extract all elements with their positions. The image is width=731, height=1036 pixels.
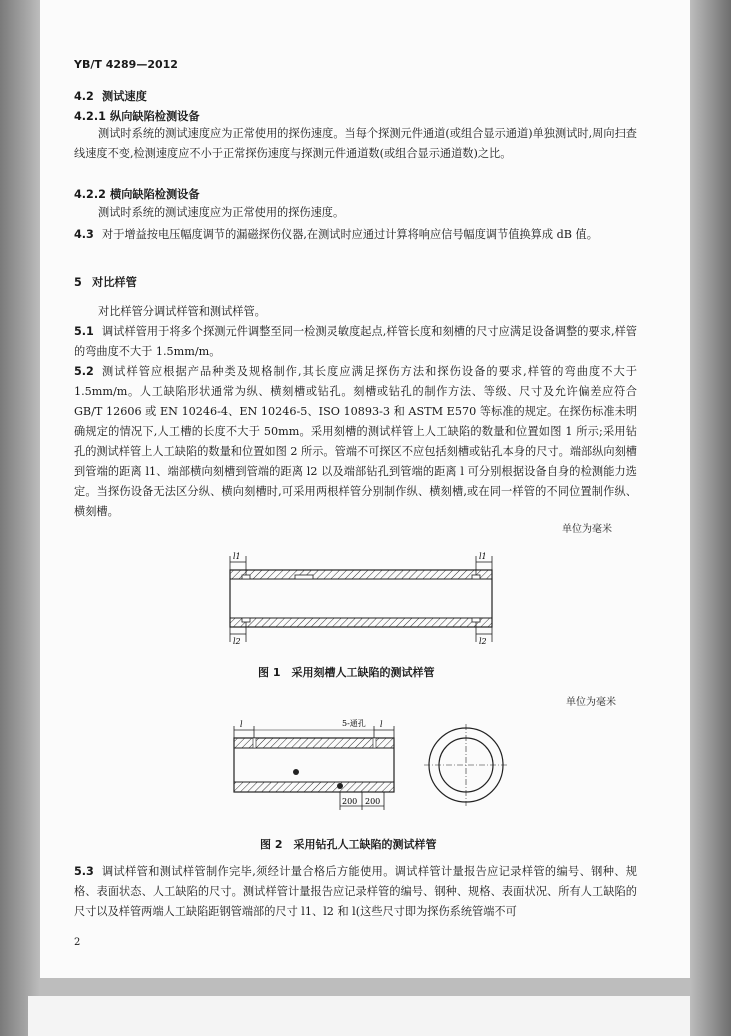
section-4-2-1-number: 4.2.1 <box>74 110 106 123</box>
dimension-200-first: 200 <box>342 797 358 806</box>
section-4-3-text: 对于增益按电压幅度调节的漏磁探伤仪器,在测试时应通过计算将响应信号幅度调节值换算成 dB 值。 <box>102 228 598 241</box>
section-5-1-text: 调试样管用于将多个探测元件调整至同一检测灵敏度起点,样管长度和刻槽的尺寸应满足设备调整的要求,样管的弯曲度不大于 1.5mm/m。 <box>74 325 637 358</box>
dimension-l-right: l <box>380 720 383 729</box>
notch-longitudinal <box>295 575 313 579</box>
figure-2-diagram <box>226 714 516 814</box>
section-4-2-1-title: 纵向缺陷检测设备 <box>110 110 200 123</box>
section-5-3-text: 调试样管和测试样管制作完毕,须经计量合格后方能使用。调试样管计量报告应记录样管的编号、钢种、规格、表面状态、人工缺陷的尺寸。测试样管计量报告应记录样管的编号、钢种、规格、表面状况、所有人工缺陷的尺寸以及样管两端人工缺陷距钢管端部的尺寸 l1、l2 和 l(这些尺寸即为探伤系统管端不可 <box>74 865 637 918</box>
tube-top-wall <box>230 570 492 579</box>
drill-hole <box>337 783 343 789</box>
figure-1-diagram <box>220 548 500 648</box>
dimension-l2-right: l2 <box>479 637 487 646</box>
section-4-2-2-title: 横向缺陷检测设备 <box>110 188 200 201</box>
figure-2-caption: 图 2 采用钻孔人工缺陷的测试样管 <box>260 838 437 851</box>
notch-longitudinal <box>472 575 480 579</box>
holes-label: 5-通孔 <box>342 719 366 728</box>
notch-transverse <box>242 618 250 622</box>
drill-hole <box>293 769 299 775</box>
drill-hole <box>373 738 376 748</box>
figure-1-caption: 图 1 采用刻槽人工缺陷的测试样管 <box>258 666 435 679</box>
section-4-3-number: 4.3 <box>74 228 94 241</box>
next-page-edge <box>28 996 690 1036</box>
drill-hole <box>253 738 256 748</box>
page-number: 2 <box>74 937 81 948</box>
section-5-intro: 对比样管分调试样管和测试样管。 <box>98 305 266 318</box>
figure-1-unit-note: 单位为毫米 <box>562 524 612 535</box>
section-4-2-2-text: 测试时系统的测试速度应为正常使用的探伤速度。 <box>98 206 345 219</box>
tube-top-wall <box>234 738 394 748</box>
section-5-2-text: 测试样管应根据产品种类及规格制作,其长度应满足探伤方法和探伤设备的要求,样管的弯曲度不大于 1.5mm/m。人工缺陷形状通常为纵、横刻槽或钻孔。刻槽或钻孔的制作方法、等级、尺寸及允许偏差应符合 GB/T 12606 或 EN 10246-4、EN 10246-5、ISO 10893-3 和 ASTM E570 等标准的规定。在探伤标准未明确规定的情况下,人工槽的长度不大于 50mm。采用刻槽的测试样管上人工缺陷的数量和位置如图 1 所示;采用钻孔的测试样管上人工缺陷的数量和位置如图 2 所示。管端不可探区不应包括刻槽或钻孔本身的尺寸。端部纵向刻槽到管端的距离 l1、端部横向刻槽到管端的距离 l2 以及端部钻孔到管端的距离 l 可分别根据设备自身的检测能力选定。当探伤设备无法区分纵、横向刻槽时,可采用两根样管分别制作纵、横刻槽,或在同一样管的不同位置制作纵、横刻槽。 <box>74 365 637 518</box>
dimension-200-second: 200 <box>365 797 381 806</box>
dimension-l1-right: l1 <box>479 552 487 561</box>
section-5-2-number: 5.2 <box>74 365 94 378</box>
tube-bottom-wall <box>230 618 492 627</box>
section-5-3-number: 5.3 <box>74 865 94 878</box>
dimension-l2-left: l2 <box>233 637 241 646</box>
figure-2-unit-note: 单位为毫米 <box>566 697 616 708</box>
tube-bottom-wall <box>234 782 394 792</box>
section-5-title: 对比样管 <box>92 276 137 289</box>
document-id: YB/T 4289—2012 <box>74 58 178 71</box>
section-4-2-heading: 测试速度 <box>102 90 147 103</box>
notch-transverse <box>472 618 480 622</box>
section-4-2-2-number: 4.2.2 <box>74 188 106 201</box>
notch-longitudinal <box>242 575 250 579</box>
section-4-2-number: 4.2 <box>74 90 94 103</box>
document-page <box>40 0 690 978</box>
dimension-l-left: l <box>240 720 243 729</box>
section-4-2-1-text: 测试时系统的测试速度应为正常使用的探伤速度。当每个探测元件通道(或组合显示通道)单独测试时,周向扫查线速度不变,检测速度应不小于正常探伤速度与探测元件通道数(或组合显示通道数)之比。 <box>74 127 637 160</box>
section-5-number: 5 <box>74 276 82 289</box>
section-5-1-number: 5.1 <box>74 325 94 338</box>
dimension-l1-left: l1 <box>233 552 241 561</box>
